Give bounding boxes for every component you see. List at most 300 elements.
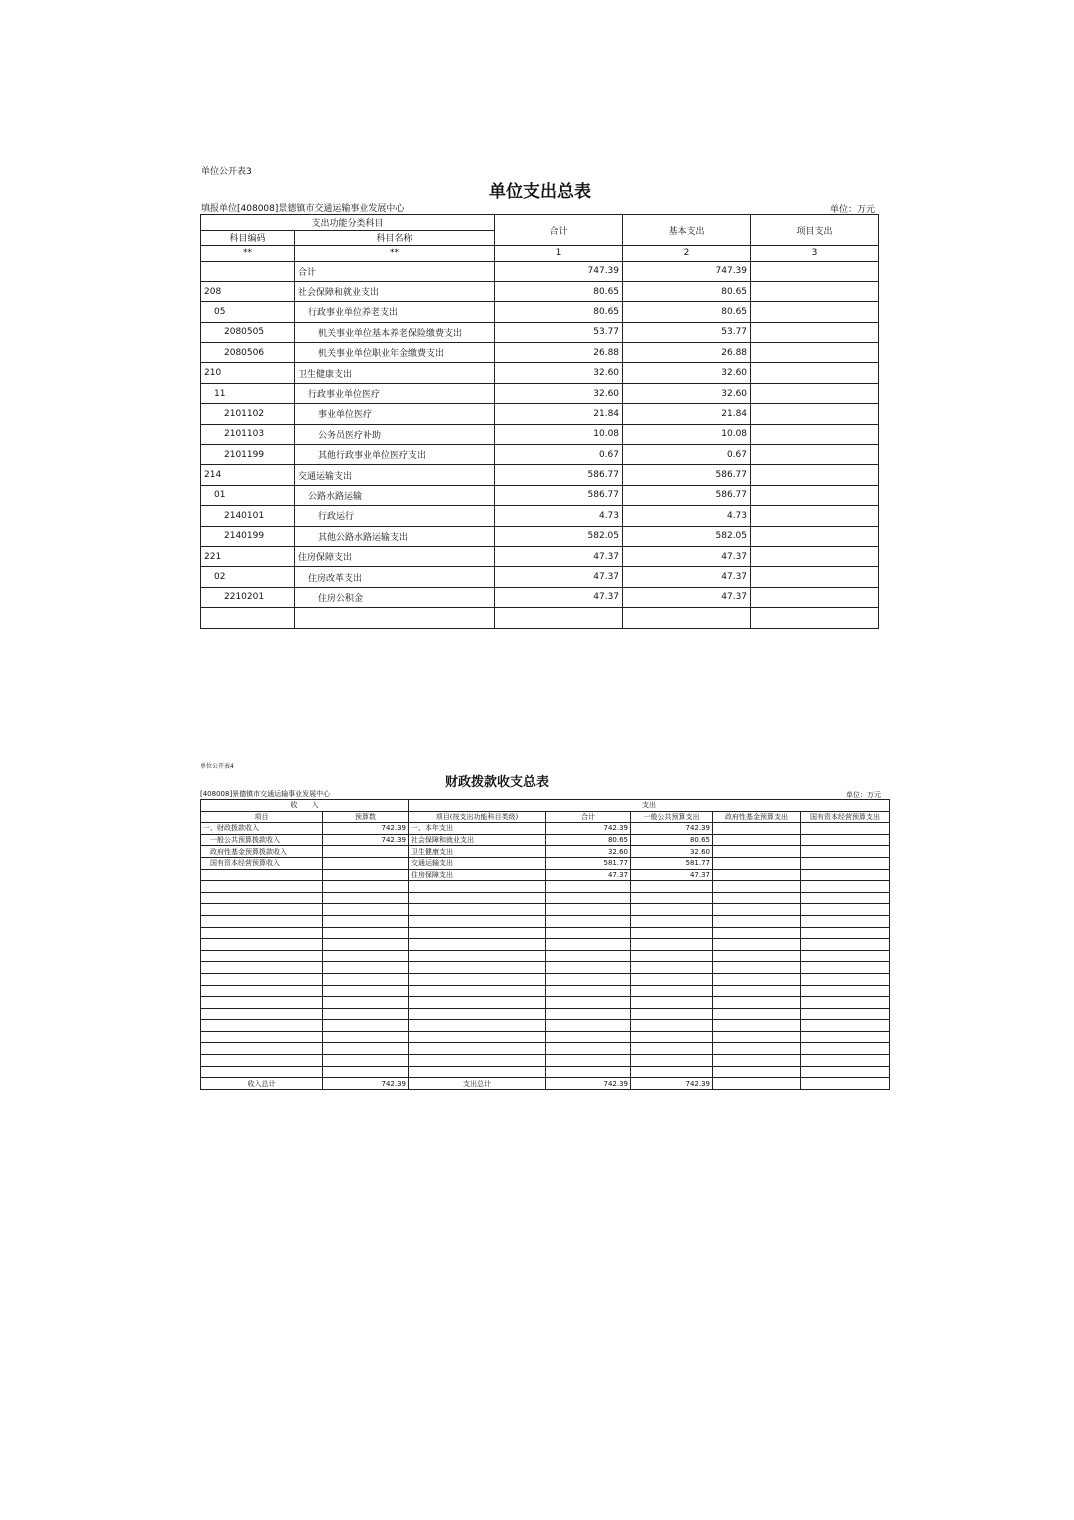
basic-cell: 586.77 — [623, 465, 751, 485]
expense-general-cell — [631, 927, 713, 939]
basic-cell: 4.73 — [623, 506, 751, 526]
income-budget-cell: 742.39 — [323, 834, 409, 846]
table-row — [201, 424, 879, 444]
table-row — [201, 973, 890, 985]
expense-total-cell: 32.60 — [546, 846, 631, 858]
table-row — [201, 506, 879, 526]
expense-item-cell — [409, 904, 546, 916]
income-budget-cell — [323, 1020, 409, 1032]
expense-item-cell: 一、本年支出 — [409, 823, 546, 835]
table-row — [201, 846, 890, 858]
table-row — [201, 834, 890, 846]
expense-fund-cell — [713, 1031, 801, 1043]
header-group: 支出功能分类科目 — [201, 215, 495, 231]
table-row — [201, 950, 890, 962]
expense-item-cell: 交通运输支出 — [409, 857, 546, 869]
header-general: 一般公共预算支出 — [631, 811, 713, 823]
expense-item-cell — [409, 962, 546, 974]
income-item-cell — [201, 1066, 323, 1078]
expense-item-cell — [409, 985, 546, 997]
basic-cell: 47.37 — [623, 567, 751, 587]
expense-fund-cell — [713, 962, 801, 974]
project-cell — [751, 465, 879, 485]
form-number-2: 单位公开表4 — [200, 763, 234, 770]
income-budget-cell — [323, 904, 409, 916]
expense-fund-cell — [713, 1055, 801, 1067]
expense-capital-cell — [801, 1078, 890, 1090]
table-row — [201, 997, 890, 1009]
index-name: ** — [295, 246, 495, 262]
table-row — [201, 892, 890, 904]
project-cell — [751, 404, 879, 424]
expense-general-cell — [631, 950, 713, 962]
expense-capital-cell — [801, 973, 890, 985]
expense-capital-cell — [801, 904, 890, 916]
expense-total-cell — [546, 1055, 631, 1067]
name-cell: 行政事业单位养老支出 — [295, 302, 495, 322]
expense-total-cell — [546, 1031, 631, 1043]
total-cell: 4.73 — [495, 506, 623, 526]
project-cell — [751, 567, 879, 587]
project-cell — [751, 302, 879, 322]
table-row — [201, 485, 879, 505]
table-row — [201, 526, 879, 546]
total-cell: 47.37 — [495, 567, 623, 587]
name-cell: 事业单位医疗 — [295, 404, 495, 424]
expense-item-cell: 住房保障支出 — [409, 869, 546, 881]
table-row — [201, 869, 890, 881]
table-row — [201, 546, 879, 566]
expense-capital-cell — [801, 1043, 890, 1055]
table-row — [201, 1031, 890, 1043]
expense-item-cell — [409, 939, 546, 951]
expense-fund-cell — [713, 834, 801, 846]
income-item-cell — [201, 927, 323, 939]
expense-fund-cell — [713, 927, 801, 939]
table-row — [201, 322, 879, 342]
expense-total-cell: 742.39 — [546, 1078, 631, 1090]
income-item-cell: 政府性基金预算拨款收入 — [201, 846, 323, 858]
expense-total-cell — [546, 1008, 631, 1020]
income-budget-cell: 742.39 — [323, 1078, 409, 1090]
expense-general-cell — [631, 881, 713, 893]
project-cell — [751, 383, 879, 403]
expense-capital-cell — [801, 869, 890, 881]
project-cell — [751, 424, 879, 444]
expense-general-cell — [631, 1008, 713, 1020]
project-cell — [751, 506, 879, 526]
table-row — [201, 302, 879, 322]
expense-total-cell — [546, 997, 631, 1009]
header-income: 收 入 — [201, 800, 409, 812]
name-cell: 合计 — [295, 261, 495, 281]
expense-general-cell — [631, 939, 713, 951]
index-3: 3 — [751, 246, 879, 262]
expense-capital-cell — [801, 1031, 890, 1043]
total-cell: 10.08 — [495, 424, 623, 444]
code-cell: 01 — [201, 485, 295, 505]
name-cell — [295, 608, 495, 628]
header-item: 项目 — [201, 811, 323, 823]
table-row — [201, 465, 879, 485]
expense-total-cell — [546, 892, 631, 904]
income-item-cell: 一、财政拨款收入 — [201, 823, 323, 835]
income-budget-cell — [323, 1008, 409, 1020]
name-cell: 公路水路运输 — [295, 485, 495, 505]
expense-item-cell — [409, 1020, 546, 1032]
total-cell: 80.65 — [495, 302, 623, 322]
header-project: 项目支出 — [751, 215, 879, 246]
page-title: 单位支出总表 — [489, 182, 591, 202]
basic-cell: 26.88 — [623, 343, 751, 363]
basic-cell: 586.77 — [623, 485, 751, 505]
table-row — [201, 823, 890, 835]
expense-fund-cell — [713, 939, 801, 951]
code-cell: 2210201 — [201, 587, 295, 607]
income-budget-cell — [323, 857, 409, 869]
expense-fund-cell — [713, 904, 801, 916]
expense-capital-cell — [801, 1055, 890, 1067]
income-budget-cell — [323, 1031, 409, 1043]
code-cell: 210 — [201, 363, 295, 383]
name-cell: 公务员医疗补助 — [295, 424, 495, 444]
expense-fund-cell — [713, 973, 801, 985]
code-cell: 208 — [201, 281, 295, 301]
name-cell: 行政事业单位医疗 — [295, 383, 495, 403]
unit-label: 单位：万元 — [830, 205, 876, 215]
expense-total-cell — [546, 939, 631, 951]
expense-capital-cell — [801, 939, 890, 951]
total-cell: 582.05 — [495, 526, 623, 546]
expense-item-cell — [409, 881, 546, 893]
project-cell — [751, 587, 879, 607]
code-cell: 2101103 — [201, 424, 295, 444]
income-budget-cell — [323, 881, 409, 893]
expense-fund-cell — [713, 1043, 801, 1055]
expense-general-cell — [631, 1043, 713, 1055]
total-cell: 586.77 — [495, 465, 623, 485]
income-budget-cell — [323, 846, 409, 858]
expense-capital-cell — [801, 997, 890, 1009]
code-cell — [201, 608, 295, 628]
expense-fund-cell — [713, 997, 801, 1009]
expense-general-cell — [631, 985, 713, 997]
code-cell: 2080506 — [201, 343, 295, 363]
income-budget-cell — [323, 950, 409, 962]
expense-capital-cell — [801, 927, 890, 939]
project-cell — [751, 608, 879, 628]
income-item-cell — [201, 1055, 323, 1067]
header-basic: 基本支出 — [623, 215, 751, 246]
income-item-cell: 一般公共预算拨款收入 — [201, 834, 323, 846]
form-number: 单位公开表3 — [201, 167, 252, 177]
expense-fund-cell — [713, 1020, 801, 1032]
expense-capital-cell — [801, 962, 890, 974]
name-cell: 机关事业单位基本养老保险缴费支出 — [295, 322, 495, 342]
code-cell: 2140101 — [201, 506, 295, 526]
total-cell: 32.60 — [495, 383, 623, 403]
expense-general-cell — [631, 1055, 713, 1067]
income-budget-cell — [323, 1055, 409, 1067]
expense-fund-cell — [713, 846, 801, 858]
name-cell: 交通运输支出 — [295, 465, 495, 485]
basic-cell: 80.65 — [623, 302, 751, 322]
project-cell — [751, 526, 879, 546]
project-cell — [751, 546, 879, 566]
expense-total-cell — [546, 962, 631, 974]
income-item-cell: 收入总计 — [201, 1078, 323, 1090]
expense-fund-cell — [713, 823, 801, 835]
expense-total-cell — [546, 904, 631, 916]
table-row — [201, 363, 879, 383]
table-row — [201, 962, 890, 974]
table-row — [201, 1008, 890, 1020]
expense-item-cell — [409, 892, 546, 904]
income-item-cell: 国有资本经营预算收入 — [201, 857, 323, 869]
income-item-cell — [201, 904, 323, 916]
expense-fund-cell — [713, 857, 801, 869]
income-budget-cell — [323, 892, 409, 904]
index-1: 1 — [495, 246, 623, 262]
income-item-cell — [201, 1008, 323, 1020]
expense-total-cell — [546, 1043, 631, 1055]
code-cell: 214 — [201, 465, 295, 485]
income-budget-cell: 742.39 — [323, 823, 409, 835]
name-cell: 行政运行 — [295, 506, 495, 526]
expense-general-cell — [631, 997, 713, 1009]
income-budget-cell — [323, 869, 409, 881]
expense-total-cell — [546, 927, 631, 939]
name-cell: 住房公积金 — [295, 587, 495, 607]
table-row — [201, 587, 879, 607]
expense-fund-cell — [713, 985, 801, 997]
name-cell: 住房改革支出 — [295, 567, 495, 587]
expense-total-cell — [546, 1020, 631, 1032]
expense-total-cell — [546, 973, 631, 985]
expense-total-cell: 742.39 — [546, 823, 631, 835]
expense-item-cell — [409, 1031, 546, 1043]
expense-general-cell — [631, 1066, 713, 1078]
expense-capital-cell — [801, 915, 890, 927]
index-code: ** — [201, 246, 295, 262]
table-row — [201, 1066, 890, 1078]
table-row — [201, 927, 890, 939]
code-cell: 221 — [201, 546, 295, 566]
total-cell — [495, 608, 623, 628]
table-row — [201, 1055, 890, 1067]
table-row — [201, 985, 890, 997]
basic-cell: 80.65 — [623, 281, 751, 301]
income-item-cell — [201, 869, 323, 881]
expense-item-cell — [409, 997, 546, 1009]
expense-fund-cell — [713, 1066, 801, 1078]
expense-item-cell — [409, 1008, 546, 1020]
expense-fund-cell — [713, 892, 801, 904]
reporting-unit: 填报单位[408008]景德镇市交通运输事业发展中心 — [201, 204, 405, 214]
income-item-cell — [201, 962, 323, 974]
expense-item-cell: 卫生健康支出 — [409, 846, 546, 858]
expense-general-cell — [631, 973, 713, 985]
expense-item-cell — [409, 1043, 546, 1055]
total-cell: 80.65 — [495, 281, 623, 301]
project-cell — [751, 363, 879, 383]
income-budget-cell — [323, 1043, 409, 1055]
expense-item-cell — [409, 1066, 546, 1078]
table-row — [201, 261, 879, 281]
income-item-cell — [201, 1020, 323, 1032]
expense-capital-cell — [801, 846, 890, 858]
expense-fund-cell — [713, 881, 801, 893]
expense-item-cell: 支出总计 — [409, 1078, 546, 1090]
income-item-cell — [201, 1043, 323, 1055]
expense-capital-cell — [801, 892, 890, 904]
project-cell — [751, 343, 879, 363]
total-cell: 586.77 — [495, 485, 623, 505]
project-cell — [751, 281, 879, 301]
header-fund: 政府性基金预算支出 — [713, 811, 801, 823]
expense-item-cell — [409, 915, 546, 927]
code-cell — [201, 261, 295, 281]
basic-cell: 47.37 — [623, 587, 751, 607]
expenditure-summary-table — [200, 214, 879, 629]
total-cell: 53.77 — [495, 322, 623, 342]
code-cell: 05 — [201, 302, 295, 322]
expense-capital-cell — [801, 1020, 890, 1032]
basic-cell: 53.77 — [623, 322, 751, 342]
name-cell: 社会保障和就业支出 — [295, 281, 495, 301]
code-cell: 2140199 — [201, 526, 295, 546]
expense-total-cell — [546, 915, 631, 927]
expense-capital-cell — [801, 857, 890, 869]
expense-capital-cell — [801, 950, 890, 962]
expense-total-cell — [546, 950, 631, 962]
name-cell: 住房保障支出 — [295, 546, 495, 566]
income-item-cell — [201, 881, 323, 893]
expense-total-cell: 80.65 — [546, 834, 631, 846]
table-row — [201, 939, 890, 951]
table-row — [201, 343, 879, 363]
table-row — [201, 1043, 890, 1055]
code-cell: 2101102 — [201, 404, 295, 424]
header-code: 科目编码 — [201, 230, 295, 246]
expense-fund-cell — [713, 915, 801, 927]
unit-label-2: 单位：万元 — [846, 791, 881, 799]
header-budget: 预算数 — [323, 811, 409, 823]
income-budget-cell — [323, 962, 409, 974]
expense-capital-cell — [801, 881, 890, 893]
income-item-cell — [201, 997, 323, 1009]
header-total: 合计 — [495, 215, 623, 246]
expense-general-cell — [631, 1031, 713, 1043]
total-cell: 47.37 — [495, 587, 623, 607]
expense-general-cell — [631, 915, 713, 927]
income-budget-cell — [323, 915, 409, 927]
expense-total-cell: 581.77 — [546, 857, 631, 869]
header-total: 合计 — [546, 811, 631, 823]
basic-cell: 32.60 — [623, 363, 751, 383]
table-row — [201, 1020, 890, 1032]
basic-cell: 47.37 — [623, 546, 751, 566]
expense-total-cell — [546, 881, 631, 893]
name-cell: 机关事业单位职业年金缴费支出 — [295, 343, 495, 363]
table-row — [201, 608, 879, 628]
header-expense: 支出 — [409, 800, 890, 812]
expense-capital-cell — [801, 1008, 890, 1020]
code-cell: 2101199 — [201, 445, 295, 465]
expense-capital-cell — [801, 834, 890, 846]
code-cell: 02 — [201, 567, 295, 587]
total-cell: 747.39 — [495, 261, 623, 281]
expense-item-cell — [409, 950, 546, 962]
reporting-unit-2: [408008]景德镇市交通运输事业发展中心 — [200, 790, 331, 798]
table-row — [201, 857, 890, 869]
expense-total-cell — [546, 1066, 631, 1078]
name-cell: 卫生健康支出 — [295, 363, 495, 383]
expense-general-cell: 80.65 — [631, 834, 713, 846]
table-row — [201, 904, 890, 916]
total-cell: 21.84 — [495, 404, 623, 424]
income-budget-cell — [323, 927, 409, 939]
table-row — [201, 281, 879, 301]
index-2: 2 — [623, 246, 751, 262]
expense-capital-cell — [801, 1066, 890, 1078]
basic-cell: 32.60 — [623, 383, 751, 403]
income-budget-cell — [323, 939, 409, 951]
expense-item-cell — [409, 973, 546, 985]
expense-general-cell: 47.37 — [631, 869, 713, 881]
table-row — [201, 567, 879, 587]
total-cell: 47.37 — [495, 546, 623, 566]
header-name: 科目名称 — [295, 230, 495, 246]
expense-general-cell: 581.77 — [631, 857, 713, 869]
project-cell — [751, 445, 879, 465]
name-cell: 其他行政事业单位医疗支出 — [295, 445, 495, 465]
basic-cell: 21.84 — [623, 404, 751, 424]
table-row — [201, 383, 879, 403]
name-cell: 其他公路水路运输支出 — [295, 526, 495, 546]
header-exp-item: 项目(按支出功能科目类级) — [409, 811, 546, 823]
expense-capital-cell — [801, 823, 890, 835]
income-item-cell — [201, 1031, 323, 1043]
page-title-2: 财政拨款收支总表 — [445, 775, 550, 790]
basic-cell: 582.05 — [623, 526, 751, 546]
income-budget-cell — [323, 973, 409, 985]
expense-capital-cell — [801, 985, 890, 997]
project-cell — [751, 261, 879, 281]
expense-fund-cell — [713, 869, 801, 881]
income-item-cell — [201, 915, 323, 927]
income-item-cell — [201, 950, 323, 962]
project-cell — [751, 322, 879, 342]
table-row — [201, 404, 879, 424]
expense-item-cell — [409, 927, 546, 939]
fiscal-appropriation-table — [200, 799, 890, 1090]
expense-general-cell — [631, 1020, 713, 1032]
code-cell: 11 — [201, 383, 295, 403]
expense-general-cell — [631, 904, 713, 916]
expense-general-cell — [631, 962, 713, 974]
expense-fund-cell — [713, 1078, 801, 1090]
total-cell: 0.67 — [495, 445, 623, 465]
total-cell: 32.60 — [495, 363, 623, 383]
expense-item-cell — [409, 1055, 546, 1067]
income-budget-cell — [323, 1066, 409, 1078]
basic-cell — [623, 608, 751, 628]
expense-item-cell: 社会保障和就业支出 — [409, 834, 546, 846]
basic-cell: 10.08 — [623, 424, 751, 444]
income-item-cell — [201, 939, 323, 951]
income-budget-cell — [323, 997, 409, 1009]
